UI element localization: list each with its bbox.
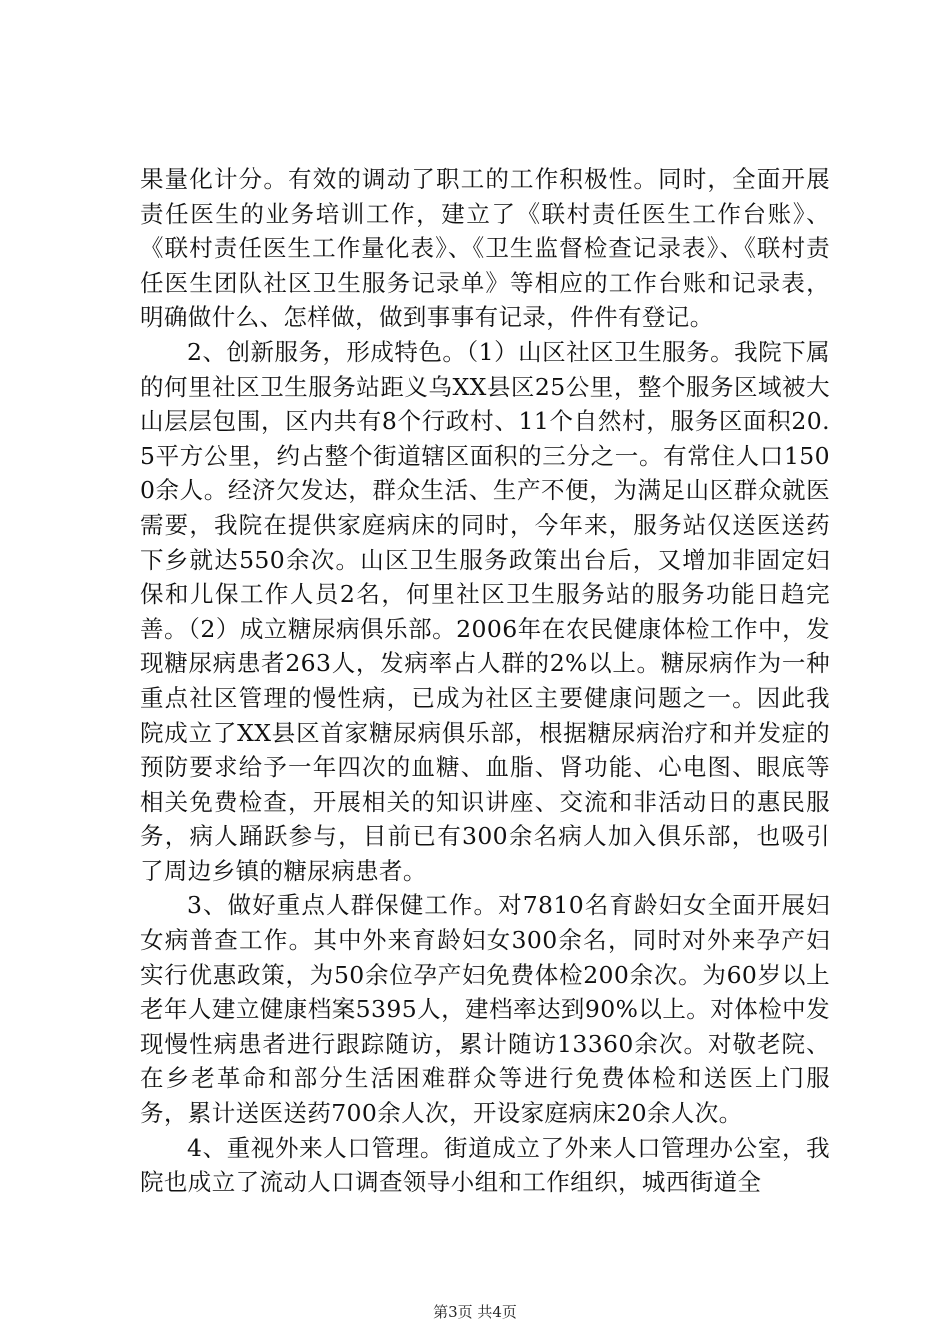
page-number-label: 第3页 共4页 [433,1303,517,1321]
page-footer [0,1302,950,1322]
paragraph-key-population-care: 3、做好重点人群保健工作。对7810名育龄妇女全面开展妇女病普查工作。其中外来育龄妇女300余名，同时对外来孕产妇实行优惠政策，为50余位孕产妇免费体检200余次。为60岁以上老年人建立健康档案5395人，建档率达到90%以上。对体检中发现慢性病患者进行跟踪随访，累计随访13360余次。对敬老院、在乡老革命和部分生活困难群众等进行免费体检和送医上门服务，累计送医送药700余人次，开设家庭病床20余人次。 [140,891,830,1128]
document-body [140,162,830,1200]
paragraph-continuation: 果量化计分。有效的调动了职工的工作积极性。同时，全面开展责任医生的业务培训工作，建立了《联村责任医生工作台账》、《联村责任医生工作量化表》、《卫生监督检查记录表》、《联村责任医生团队社区卫生服务记录单》等相应的工作台账和记录表，明确做什么、怎样做，做到事事有记录，件件有登记。 [140,165,830,332]
paragraph-migrant-management: 4、重视外来人口管理。街道成立了外来人口管理办公室，我院也成立了流动人口调查领导小组和工作组织，城西街道全 [140,1133,830,1197]
paragraph-innovative-services: 2、创新服务，形成特色。（1）山区社区卫生服务。我院下属的何里社区卫生服务站距义乌XX县区25公里，整个服务区域被大山层层包围，区内共有8个行政村、11个自然村，服务区面积20.5平方公里，约占整个街道辖区面积的三分之一。有常住人口1500余人。经济欠发达，群众生活、生产不便，为满足山区群众就医需要，我院在提供家庭病床的同时，今年来，服务站仅送医送药下乡就达550余次。山区卫生服务政策出台后，又增加非固定妇保和儿保工作人员2名，何里社区卫生服务站的服务功能日趋完善。（2）成立糖尿病俱乐部。2006年在农民健康体检工作中，发现糖尿病患者263人，发病率占人群的2%以上。糖尿病作为一种重点社区管理的慢性病，已成为社区主要健康问题之一。因此我院成立了XX县区首家糖尿病俱乐部，根据糖尿病治疗和并发症的预防要求给予一年四次的血糖、血脂、肾功能、心电图、眼底等相关免费检查，开展相关的知识讲座、交流和非活动日的惠民服务，病人踊跃参与，目前已有300余名病人加入俱乐部，也吸引了周边乡镇的糖尿病患者。 [140,337,830,885]
